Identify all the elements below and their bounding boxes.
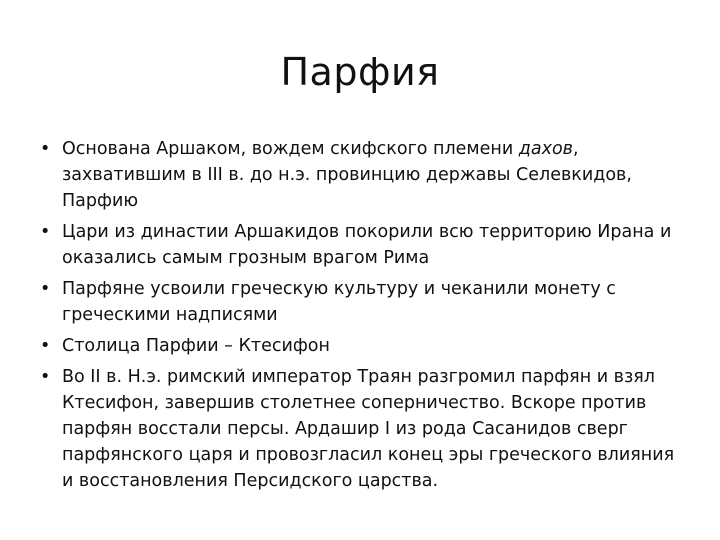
bullet-item-5 (40, 364, 688, 494)
bullet-list (40, 136, 688, 499)
bullet-text: Парфяне усвоили греческую культуру и чеканили монету с греческими надписями (62, 279, 616, 325)
bullet-icon: • (40, 139, 51, 159)
bullet-item-2 (40, 219, 688, 271)
bullet-icon: • (40, 279, 51, 299)
bullet-text: Во II в. Н.э. римский император Траян разгромил парфян и взял Ктесифон, завершив столетнее соперничество. Вскоре против парфян восстали персы. Ардашир I из рода Сасанидов сверг парфянского царя и провозгласил конец эры греческого влияния и восстановления Персидского царства. (62, 367, 675, 491)
bullet-item-1 (40, 136, 688, 214)
bullet-emphasis: дахов (518, 139, 573, 159)
bullet-text-part: , захватившим в III в. до н.э. провинцию державы Селевкидов, Парфию (62, 139, 632, 211)
bullet-text-part: Основана Аршаком, вождем скифского племени (62, 139, 519, 159)
slide-title: Парфия (280, 50, 440, 94)
bullet-icon: • (40, 222, 51, 242)
bullet-item-4 (40, 333, 688, 359)
bullet-text: Цари из династии Аршакидов покорили всю территорию Ирана и оказались самым грозным врагом Рима (62, 222, 672, 268)
bullet-item-3 (40, 276, 688, 328)
bullet-icon: • (40, 336, 51, 356)
bullet-icon: • (40, 367, 51, 387)
bullet-text: Столица Парфии – Ктесифон (62, 336, 330, 356)
